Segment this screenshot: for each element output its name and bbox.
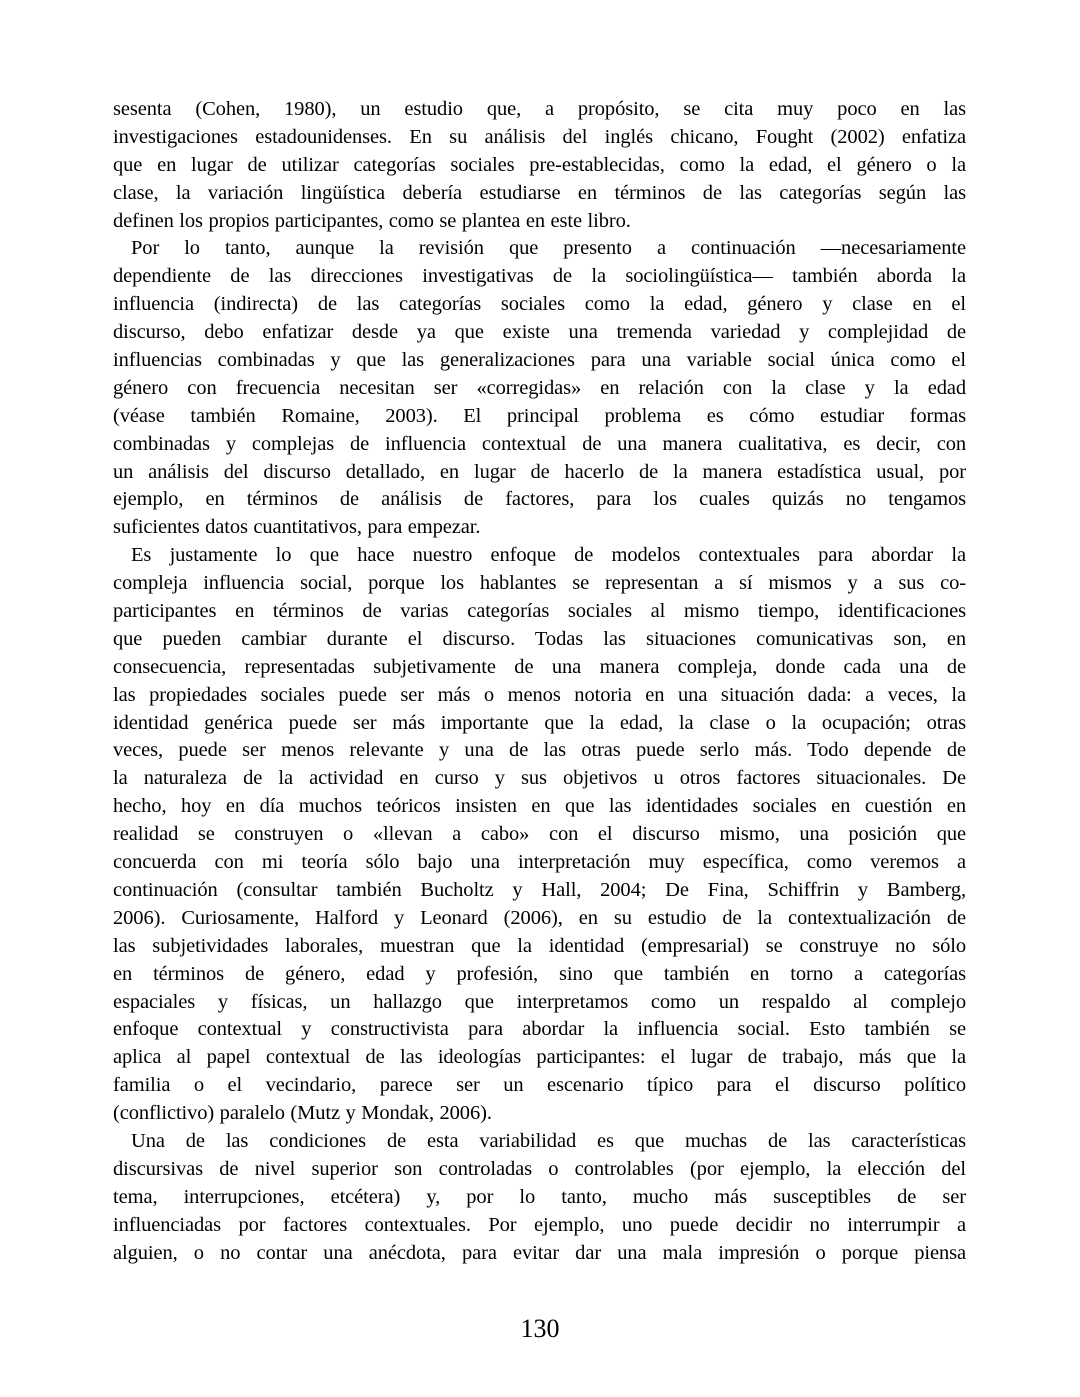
text-line: familia o el vecindario, parece ser un escenario típico para el discurso político <box>113 1074 966 1097</box>
text-line: ejemplo, en términos de análisis de factores, para los cuales quizás no tengamos <box>113 488 966 511</box>
text-line: combinadas y complejas de influencia contextual de una manera cualitativa, es decir, con <box>113 432 966 455</box>
text-line: Es justamente lo que hace nuestro enfoque de modelos contextuales para abordar la <box>131 544 966 567</box>
text-line: realidad se construyen o «llevan a cabo» con el discurso mismo, una posición que <box>113 823 966 846</box>
text-line: dependiente de las direcciones investigativas de la sociolingüística— también aborda la <box>113 265 966 288</box>
text-line: concuerda con mi teoría sólo bajo una interpretación muy específica, como veremos a <box>113 851 966 874</box>
text-line: participantes en términos de varias categorías sociales al mismo tiempo, identificaciones <box>113 600 966 623</box>
text-line: aplica al papel contextual de las ideologías participantes: el lugar de trabajo, más que la <box>113 1046 966 1069</box>
text-line: Una de las condiciones de esta variabilidad es que muchas de las características <box>131 1129 966 1152</box>
text-line: influenciadas por factores contextuales. Por ejemplo, uno puede decidir no interrumpir a <box>113 1213 966 1236</box>
paragraph <box>113 96 966 235</box>
text-line: Por lo tanto, aunque la revisión que presento a continuación —necesariamente <box>131 237 966 260</box>
text-line: (véase también Romaine, 2003). El principal problema es cómo estudiar formas <box>113 404 966 427</box>
text-line: influencia (indirecta) de las categorías sociales como la edad, género y clase en el <box>113 293 966 316</box>
text-line: clase, la variación lingüística debería estudiarse en términos de las categorías según las <box>113 181 966 204</box>
text-line: que pueden cambiar durante el discurso. Todas las situaciones comunicativas son, en <box>113 627 966 650</box>
text-line: veces, puede ser menos relevante y una de las otras puede serlo más. Todo depende de <box>113 739 966 762</box>
text-line: enfoque contextual y constructivista para abordar la influencia social. Esto también se <box>113 1018 966 1041</box>
text-line: influencias combinadas y que las generalizaciones para una variable social única como el <box>113 349 966 372</box>
text-line: compleja influencia social, porque los hablantes se representan a sí mismos y a sus co- <box>113 572 966 595</box>
text-line: 2006). Curiosamente, Halford y Leonard (2006), en su estudio de la contextualización de <box>113 906 966 929</box>
page-number: 130 <box>520 1314 560 1343</box>
text-line: identidad genérica puede ser más importante que la edad, la clase o la ocupación; otras <box>113 711 966 734</box>
text-line: (conflictivo) paralelo (Mutz y Mondak, 2006). <box>113 1102 492 1125</box>
text-line: la naturaleza de la actividad en curso y sus objetivos u otros factores situacionales. De <box>113 767 966 790</box>
text-line: tema, interrupciones, etcétera) y, por lo tanto, mucho más susceptibles de ser <box>113 1185 966 1208</box>
text-line: que en lugar de utilizar categorías sociales pre-establecidas, como la edad, el género o la <box>113 153 966 176</box>
text-line: un análisis del discurso detallado, en lugar de hacerlo de la manera estadística usual, por <box>113 460 966 483</box>
text-line: las subjetividades laborales, muestran que la identidad (empresarial) se construye no sólo <box>113 934 966 957</box>
text-line: discurso, debo enfatizar desde ya que existe una tremenda variedad y complejidad de <box>113 321 966 344</box>
text-line: continuación (consultar también Bucholtz y Hall, 2004; De Fina, Schiffrin y Bamberg, <box>113 878 966 901</box>
paragraph <box>113 235 966 542</box>
text-line: hecho, hoy en día muchos teóricos insisten en que las identidades sociales en cuestión en <box>113 795 966 818</box>
text-line: en términos de género, edad y profesión, sino que también en torno a categorías <box>113 962 966 985</box>
text-line: suficientes datos cuantitativos, para empezar. <box>113 516 481 539</box>
text-line: discursivas de nivel superior son controladas o controlables (por ejemplo, la elección del <box>113 1157 966 1180</box>
text-line: consecuencia, representadas subjetivamente de una manera compleja, donde cada una de <box>113 655 966 678</box>
text-line: investigaciones estadounidenses. En su análisis del inglés chicano, Fought (2002) enfatiza <box>113 125 966 148</box>
text-line: género con frecuencia necesitan ser «corregidas» en relación con la clase y la edad <box>113 376 966 399</box>
paragraph <box>113 542 966 1128</box>
text-line: las propiedades sociales puede ser más o menos notoria en una situación dada: a veces, la <box>113 683 966 706</box>
text-line: alguien, o no contar una anécdota, para evitar dar una mala impresión o porque piensa <box>113 1241 966 1264</box>
text-line: definen los propios participantes, como se plantea en este libro. <box>113 209 631 232</box>
text-line: espaciales y físicas, un hallazgo que interpretamos como un respaldo al complejo <box>113 990 966 1013</box>
text-line: sesenta (Cohen, 1980), un estudio que, a propósito, se cita muy poco en las <box>113 98 966 120</box>
paragraph <box>113 1128 966 1267</box>
body-text <box>113 96 966 1267</box>
